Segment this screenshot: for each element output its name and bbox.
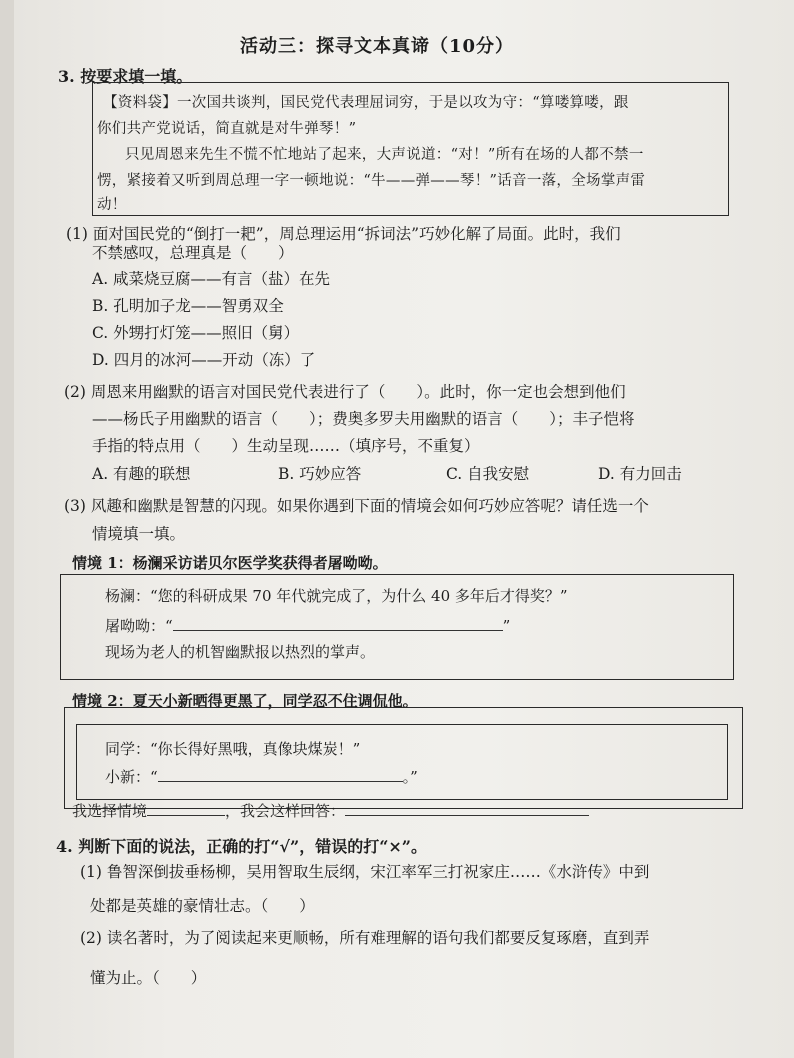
sub2-line1: (2) 周恩来用幽默的语言对国民党代表进行了（ ）。此时，你一定也会想到他们 [64, 383, 626, 401]
choose-label: 我选择情境 [72, 802, 148, 820]
scene2-heading: 情境 2：夏天小新晒得更黑了，同学忍不住调侃他。 [72, 692, 418, 710]
question-4-heading: 4. 判断下面的说法，正确的打“√”，错误的打“×”。 [56, 837, 428, 856]
sub1-option-a: A. 咸菜烧豆腐——有言（盐）在先 [92, 270, 331, 288]
q4-item1-line2: 处都是英雄的豪情壮志。（ ） [90, 897, 315, 915]
sub1-line1: (1) 面对国民党的“倒打一耙”，周总理运用“拆词法”巧妙化解了局面。此时，我们 [66, 225, 621, 243]
choose-line [72, 800, 589, 821]
info-line-3: 只见周恩来先生不慌不忙地站了起来，大声说道：“对！”所有在场的人都不禁一 [125, 147, 644, 163]
info-line-5: 动！ [97, 197, 127, 213]
sub2-option-c: C. 自我安慰 [446, 465, 530, 483]
activity-title: 活动三：探寻文本真谛（10分） [240, 36, 515, 57]
sub1-option-c: C. 外甥打灯笼——照旧（舅） [92, 324, 300, 342]
info-line-1: 【资料袋】一次国共谈判，国民党代表理屈词穷，于是以攻为守：“算喽算喽，跟 [103, 95, 629, 111]
scene1-heading: 情境 1：杨澜采访诺贝尔医学奖获得者屠呦呦。 [72, 554, 388, 572]
choose-answer-label: ，我会这样回答： [225, 802, 346, 820]
scene1-box [60, 574, 734, 680]
sub2-option-d: D. 有力回击 [598, 465, 682, 483]
info-line-2: 你们共产党说话，简直就是对牛弹琴！” [97, 121, 357, 137]
scene2-speaker: 小新：“ [105, 768, 158, 786]
scene1-line2 [105, 615, 510, 636]
scene2-line1: 同学：“你长得好黑哦，真像块煤炭！” [105, 740, 361, 758]
sub1-option-b: B. 孔明加子龙——智勇双全 [92, 297, 284, 315]
scene2-close-quote: 。” [402, 768, 418, 786]
scene1-speaker: 屠呦呦：“ [105, 617, 173, 635]
sub1-line2: 不禁感叹，总理真是（ ） [92, 244, 294, 262]
q4-item1-line1: (1) 鲁智深倒拔垂杨柳，吴用智取生辰纲，宋江率军三打祝家庄……《水浒传》中到 [80, 863, 650, 881]
scene1-answer-blank[interactable] [173, 616, 503, 631]
scene1-line1: 杨澜：“您的科研成果 70 年代就完成了，为什么 40 多年后才得奖？” [105, 587, 568, 605]
scene1-line3: 现场为老人的机智幽默报以热烈的掌声。 [105, 643, 376, 661]
sub3-line2: 情境填一填。 [92, 525, 186, 543]
choose-answer-blank[interactable] [345, 801, 589, 816]
sub3-line1: (3) 风趣和幽默是智慧的闪现。如果你遇到下面的情境会如何巧妙应答呢？请任选一个 [64, 497, 649, 515]
scene1-close-quote: ” [502, 617, 511, 635]
sub2-option-a: A. 有趣的联想 [92, 465, 191, 483]
question-3-heading: 3. 按要求填一填。 [58, 67, 193, 86]
sub2-line3: 手指的特点用（ ）生动呈现……（填序号，不重复） [92, 437, 480, 455]
sub2-line2: ——杨氏子用幽默的语言（ ）；费奥多罗夫用幽默的语言（ ）；丰子恺将 [92, 410, 635, 428]
choose-scene-blank[interactable] [147, 801, 225, 816]
sub2-option-b: B. 巧妙应答 [278, 465, 362, 483]
sub1-option-d: D. 四月的冰河——开动（冻）了 [92, 351, 316, 369]
scene2-inner-box [76, 724, 728, 800]
q4-item2-line2: 懂为止。（ ） [90, 969, 207, 987]
q4-item2-line1: (2) 读名著时，为了阅读起来更顺畅，所有难理解的语句我们都要反复琢磨，直到弄 [80, 929, 650, 947]
info-box [92, 82, 729, 216]
info-line-4: 愣，紧接着又听到周总理一字一顿地说：“牛——弹——琴！”话音一落，全场掌声雷 [97, 173, 646, 189]
